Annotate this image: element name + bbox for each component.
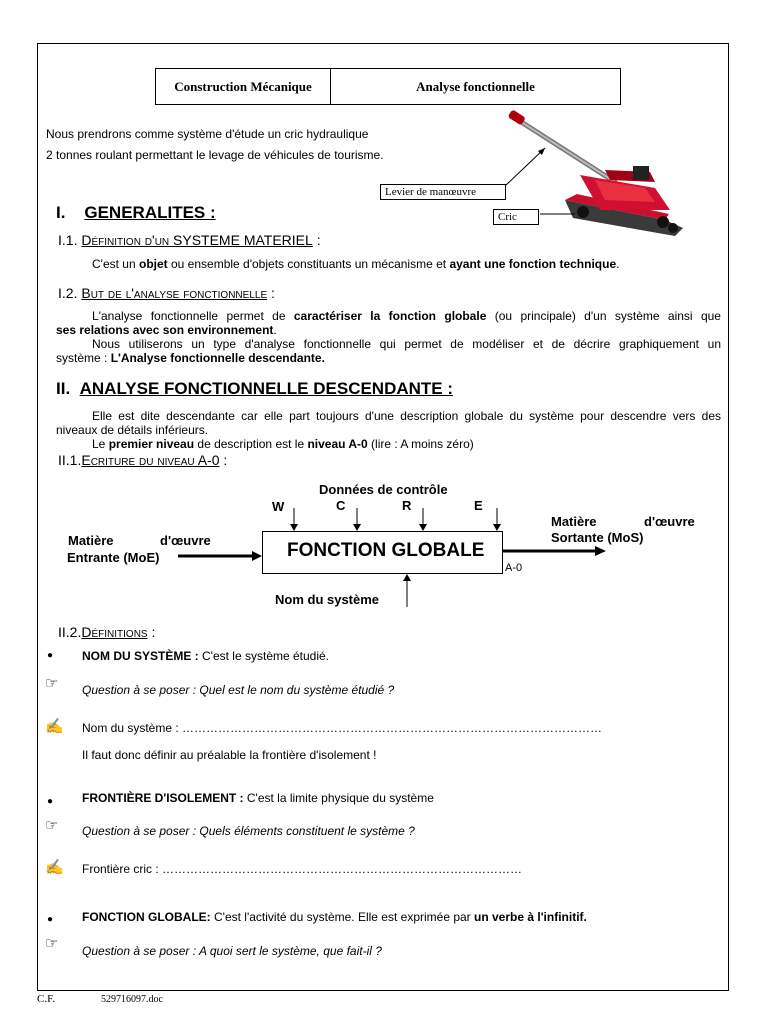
- def-nom-systeme: [82, 649, 329, 663]
- section-2-title: ANALYSE FONCTIONNELLE DESCENDANTE :: [79, 379, 454, 398]
- section-2-number: II.: [56, 379, 71, 398]
- callout-levier: Levier de manœuvre: [380, 184, 506, 200]
- input-label-line2: Entrante (MoE): [67, 550, 160, 565]
- section-1-number: I.: [56, 203, 66, 222]
- header-topic: Analyse fonctionnelle: [416, 78, 535, 94]
- input-label-line1-b: d'œuvre: [160, 533, 211, 548]
- descendante-p2-e: (lire : A moins zéro): [367, 437, 474, 451]
- diagram-control-r: R: [402, 498, 412, 513]
- subsection-2-2-number: II.2.: [58, 624, 82, 640]
- analyse-p1-b: caractériser la fonction globale: [293, 309, 487, 323]
- def-nom-systeme-text: C'est le système étudié.: [198, 649, 330, 663]
- analyse-p1-e: .: [273, 323, 277, 337]
- function-level: A-0: [505, 562, 523, 574]
- def-materiel-d: ayant une fonction technique: [449, 257, 617, 271]
- subsection-2-2-colon: :: [147, 624, 156, 640]
- diagram-control-c: C: [336, 498, 346, 513]
- diagram-control-w: W: [272, 499, 285, 514]
- def-fonction-globale-text-b: un verbe à l'infinitif.: [474, 910, 587, 924]
- header-subject: Construction Mécanique: [156, 69, 331, 104]
- def-nom-systeme-answer-line: Nom du système : ……………………………………………………………………………………………: [82, 721, 603, 735]
- def-materiel-e: .: [616, 257, 620, 271]
- def-frontiere: [82, 791, 434, 805]
- subsection-1-1-colon: :: [312, 232, 321, 248]
- descendante-p2-c: de description est le: [194, 437, 308, 451]
- def-nom-systeme-term: NOM DU SYSTÈME :: [82, 649, 199, 663]
- analyse-p1-d: ses relations avec son environnement: [56, 323, 274, 337]
- footer-author: C.F.: [37, 993, 56, 1005]
- diagram-control-title: Données de contrôle: [319, 482, 448, 497]
- analyse-p2-b: système :: [56, 351, 111, 365]
- output-label-line1-a: Matière: [551, 514, 597, 529]
- input-label-line1-a: Matière: [68, 533, 114, 548]
- def-frontiere-text: C'est la limite physique du système: [243, 791, 434, 805]
- def-frontiere-question: Question à se poser : Quels éléments constituent le système ?: [82, 824, 415, 838]
- analyse-p1-a: L'analyse fonctionnelle permet de: [92, 309, 294, 323]
- descendante-p2-d: niveau A-0: [307, 437, 368, 451]
- descendante-p2-a: Le: [92, 437, 109, 451]
- descendante-para-1-end: niveaux de détails inférieurs.: [56, 423, 209, 437]
- def-materiel-c: ou ensemble d'objets constituants un mécanisme et: [167, 257, 450, 271]
- def-nom-systeme-question: Question à se poser : Quel est le nom du système étudié ?: [82, 683, 395, 697]
- system-name-label: Nom du système: [275, 592, 380, 607]
- intro-line-1: Nous prendrons comme système d'étude un cric hydraulique: [46, 127, 369, 141]
- writing-hand-icon: ✍: [45, 718, 64, 735]
- bullet-icon: ●: [47, 796, 54, 807]
- bullet-icon: ●: [47, 914, 54, 925]
- pointing-hand-icon: ☞: [45, 675, 59, 692]
- function-title: FONCTION GLOBALE: [287, 540, 485, 561]
- analyse-p2-c: L'Analyse fonctionnelle descendante.: [110, 351, 325, 365]
- subsection-2-2-heading: [58, 624, 155, 640]
- section-1-title: GENERALITES :: [84, 203, 216, 222]
- callout-cric: Cric: [493, 209, 539, 225]
- def-nom-systeme-note: Il faut donc définir au préalable la frontière d'isolement !: [82, 748, 377, 762]
- subsection-2-1-title: Ecriture du niveau A-0: [81, 452, 220, 468]
- writing-hand-icon: ✍: [45, 859, 64, 876]
- pointing-hand-icon: ☞: [45, 817, 59, 834]
- subsection-1-2-number: I.2.: [58, 285, 78, 301]
- subsection-2-1-colon: :: [219, 452, 228, 468]
- subsection-2-2-title: Définitions: [81, 624, 148, 640]
- analyse-p1-c: (ou principale) d'un système ainsi que: [486, 309, 721, 323]
- def-fonction-globale-term: FONCTION GLOBALE:: [82, 910, 211, 924]
- def-materiel-b: objet: [138, 257, 168, 271]
- descendante-p2-b: premier niveau: [108, 437, 195, 451]
- def-fonction-globale-text-a: C'est l'activité du système. Elle est exprimée par: [210, 910, 475, 924]
- def-fonction-globale: [82, 910, 587, 924]
- subsection-2-1-number: II.1.: [58, 452, 82, 468]
- subsection-1-1-number: I.1.: [58, 232, 78, 248]
- def-frontiere-answer-line: Frontière cric : ………………………………………………………………………………: [82, 862, 523, 876]
- subsection-1-2-title: But de l'analyse fonctionnelle: [81, 285, 268, 301]
- pointing-hand-icon: ☞: [45, 935, 59, 952]
- def-fonction-globale-question: Question à se poser : A quoi sert le système, que fait-il ?: [82, 944, 382, 958]
- output-label-line2: Sortante (MoS): [551, 530, 644, 545]
- intro-line-2: 2 tonnes roulant permettant le levage de véhicules de tourisme.: [46, 148, 384, 162]
- def-frontiere-term: FRONTIÈRE D'ISOLEMENT :: [82, 791, 244, 805]
- subsection-1-1-title: Définition d'un SYSTEME MATERIEL: [81, 232, 313, 248]
- bullet-icon: ●: [47, 650, 54, 661]
- descendante-p1-a: Elle est dite descendante car elle part toujours d'une description globale du système pour descendre vers des: [92, 409, 721, 423]
- output-label-line1-b: d'œuvre: [644, 514, 695, 529]
- diagram-control-e: E: [474, 498, 483, 513]
- subsection-1-2-colon: :: [267, 285, 275, 301]
- analyse-p2-a: Nous utiliserons un type d'analyse fonctionnelle qui permet de modéliser et de décrire graphiquement un: [92, 337, 721, 351]
- def-materiel-a: C'est un: [92, 257, 139, 271]
- footer-filename: 529716097.doc: [101, 994, 163, 1005]
